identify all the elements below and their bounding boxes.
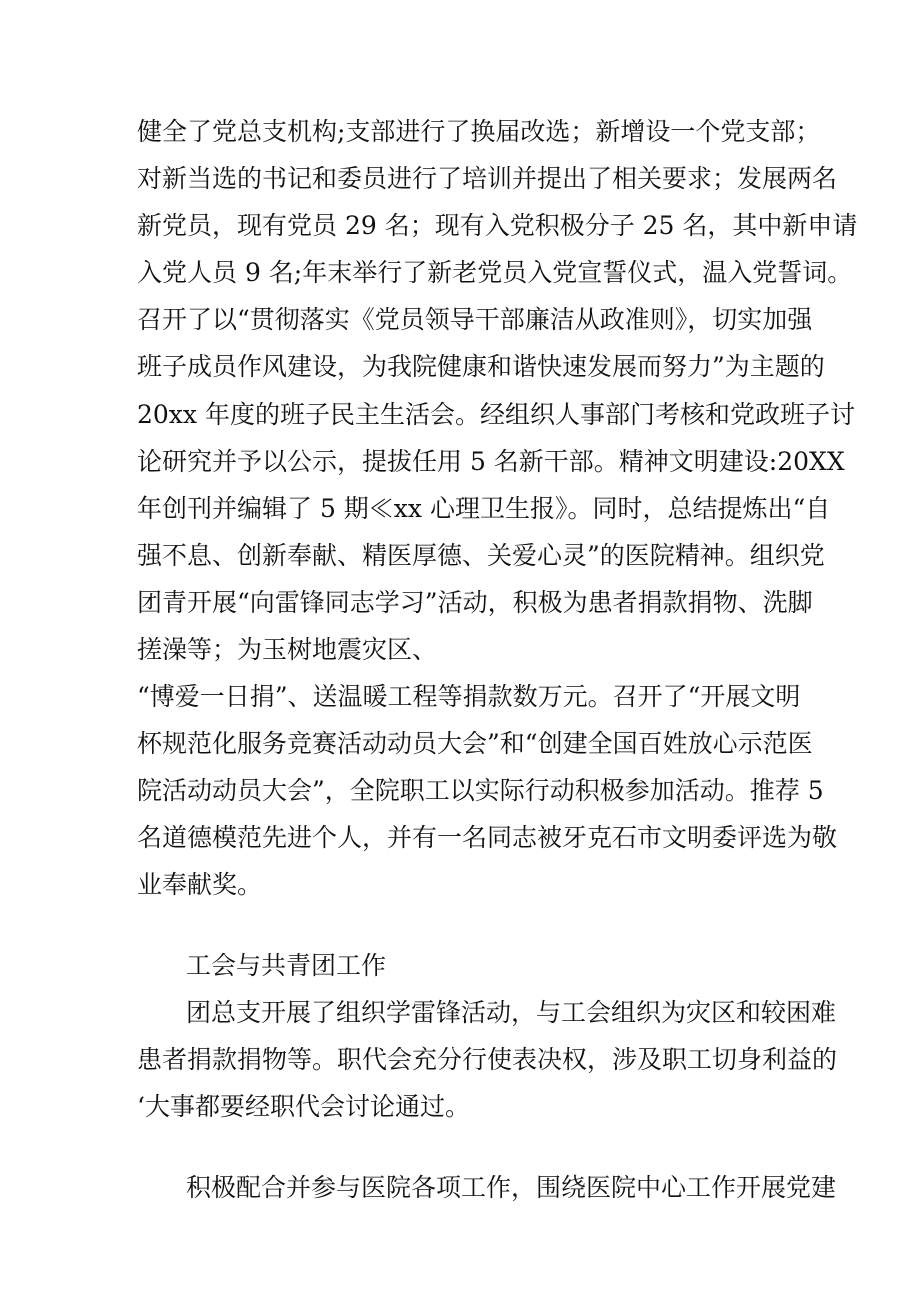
paragraph-3-line: 患者捐款捐物等。职代会充分行使表决权，涉及职工切身利益的 xyxy=(137,1045,838,1074)
paragraph-1-line: 对新当选的书记和委员进行了培训并提出了相关要求；发展两名 xyxy=(137,164,838,193)
paragraph-1-line: 召开了以“贯彻落实《党员领导干部廉洁从政准则》，切实加强 xyxy=(137,305,813,334)
paragraph-1-line: 论研究并予以公示，提拔任用 5 名新干部。精神文明建设:20XX xyxy=(137,447,845,476)
paragraph-1-line: 年创刊并编辑了 5 期≪xx 心理卫生报》。同时，总结提炼出“自 xyxy=(137,494,831,523)
paragraph-1-line: 健全了党总支机构;支部进行了换届改选；新增设一个党支部； xyxy=(137,117,821,146)
paragraph-2-line: 业奉献奖。 xyxy=(137,870,263,899)
section-heading: 工会与共青团工作 xyxy=(186,951,387,980)
paragraph-1-line: 入党人员 9 名;年末举行了新老党员入党宣誓仪式，温入党誓词。 xyxy=(137,258,853,287)
paragraph-1-line: 搓澡等；为玉树地震灾区、 xyxy=(137,635,438,664)
paragraph-1-line: 班子成员作风建设，为我院健康和谐快速发展而努力”为主题的 xyxy=(137,352,825,381)
paragraph-1-line: 新党员，现有党员 29 名；现有入党积极分子 25 名，其中新申请 xyxy=(137,211,858,240)
paragraph-2-line: 杯规范化服务竞赛活动动员大会”和“创建全国百姓放心示范医 xyxy=(137,729,813,758)
paragraph-3-line: ‘大事都要经职代会讨论通过。 xyxy=(137,1092,470,1121)
paragraph-1-line: 强不息、创新奉献、精医厚德、关爱心灵”的医院精神。组织党 xyxy=(137,541,825,570)
paragraph-2-line: “博爱一日捐”、送温暖工程等捐款数万元。召开了“开展文明 xyxy=(137,682,801,711)
paragraph-3-line: 团总支开展了组织学雷锋活动，与工会组织为灾区和较困难 xyxy=(186,998,837,1027)
paragraph-4-line: 积极配合并参与医院各项工作，围绕医院中心工作开展党建 xyxy=(186,1173,837,1202)
paragraph-1-line: 团青开展“向雷锋同志学习”活动，积极为患者捐款捐物、洗脚 xyxy=(137,588,813,617)
paragraph-1-line: 20xx 年度的班子民主生活会。经组织人事部门考核和党政班子讨 xyxy=(137,400,855,429)
paragraph-2-line: 名道德模范先进个人，并有一名同志被牙克石市文明委评选为敬 xyxy=(137,823,838,852)
paragraph-2-line: 院活动动员大会”，全院职工以实际行动积极参加活动。推荐 5 xyxy=(137,776,824,805)
